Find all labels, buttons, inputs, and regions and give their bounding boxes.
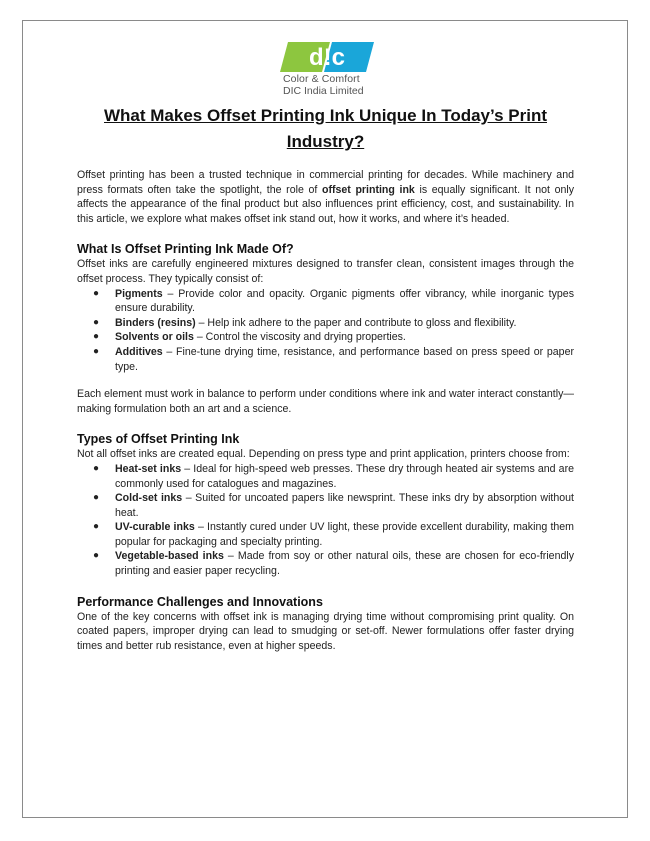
list-item: ● Additives – Fine-tune drying time, resistance, and performance based on press speed or paper type. [93, 345, 574, 373]
composition-list [77, 287, 574, 375]
logo-tagline: Color & Comfort [283, 73, 360, 85]
company-logo [280, 40, 374, 74]
list-item: ● Heat-set inks – Ideal for high-speed web presses. These dry through heated air systems and are commonly used for catalogues and magazines. [93, 462, 574, 490]
dic-logo-mark [280, 40, 374, 74]
section-lead-types: Not all offset inks are created equal. Depending on press type and print application, printers choose from: [77, 448, 570, 461]
list-item: ● Cold-set inks – Suited for uncoated papers like newsprint. These inks dry by absorption without heat. [93, 492, 574, 519]
bullet-icon: ● [93, 462, 100, 474]
section-closing-composition: Each element must work in balance to perform under conditions where ink and water interact constantly—making formulation both an art and a science. [77, 388, 574, 415]
logo-company-name: DIC India Limited [283, 85, 364, 97]
list-item: ● Vegetable-based inks – Made from soy or other natural oils, these are chosen for eco-friendly printing and easier paper recycling. [93, 550, 575, 578]
section-heading-types: Types of Offset Printing Ink [77, 432, 240, 447]
bullet-icon: ● [93, 316, 100, 328]
intro-bold-term: offset printing ink [321, 183, 415, 196]
logo-mark-text: d!c [309, 44, 345, 71]
document-body [77, 168, 574, 653]
list-item: ● Binders (resins) – Help ink adhere to the paper and contribute to gloss and flexibility. [93, 316, 517, 329]
bullet-icon: ● [93, 287, 100, 299]
types-list [77, 462, 574, 579]
document-title: What Makes Offset Printing Ink Unique In Today’s Print Industry? [104, 106, 547, 151]
bullet-icon: ● [93, 521, 100, 533]
bullet-icon: ● [93, 550, 100, 562]
section-lead-composition: Offset inks are carefully engineered mixtures designed to transfer clean, consistent images through the offset process. They typically consist of: [77, 258, 574, 285]
section-heading-composition: What Is Offset Printing Ink Made Of? [77, 242, 294, 257]
list-item: ● Solvents or oils – Control the viscosity and drying properties. [93, 331, 406, 344]
list-item: ● Pigments – Provide color and opacity. Organic pigments offer vibrancy, while inorganic types ensure durability. [93, 287, 574, 315]
section-heading-performance: Performance Challenges and Innovations [77, 594, 323, 609]
intro-paragraph: Offset printing has been a trusted technique in commercial printing for decades. While machinery and press formats often take the spotlight, the role of offset printing ink is equally significant. It not only affects the appearance of the final product but also influences print efficiency, cost, and sustainability. In this article, we explore what makes offset ink stand out, how it works, and where it’s headed. [77, 169, 575, 225]
bullet-icon: ● [93, 492, 100, 504]
bullet-icon: ● [93, 345, 100, 357]
list-item: ● UV-curable inks – Instantly cured under UV light, these provide excellent durability, making them popular for packaging and specialty printing. [93, 521, 575, 548]
section-lead-performance: One of the key concerns with offset ink is managing drying time without compromising print quality. On coated papers, improper drying can lead to smudging or set-off. Newer formulations offer faster drying times and better rub resistance, even at higher speeds. [77, 610, 574, 652]
bullet-icon: ● [93, 331, 100, 343]
